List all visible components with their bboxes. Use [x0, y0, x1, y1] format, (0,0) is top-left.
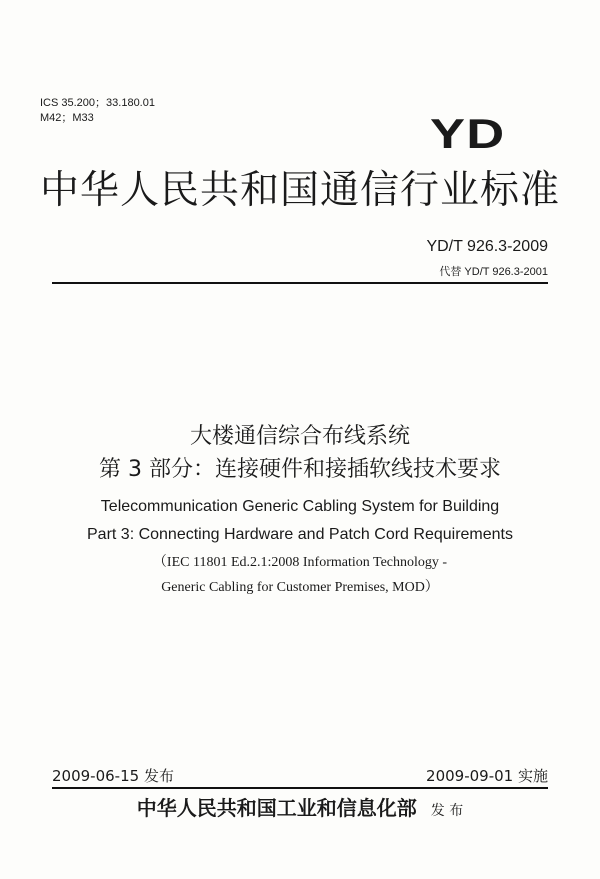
ccs-code: M42；M33 — [40, 112, 94, 124]
ics-code: ICS 35.200；33.180.01 — [40, 97, 155, 109]
top-divider — [52, 282, 548, 284]
iec-ref-line1: （IEC 11801 Ed.2.1:2008 Information Technology - — [152, 555, 448, 570]
standard-code: YD/T 926.3-2009 — [426, 238, 548, 255]
publisher-line — [0, 792, 600, 821]
cn-title-line2: 第 3 部分：连接硬件和接插软线技术要求 — [99, 457, 501, 482]
iec-ref-line2: Generic Cabling for Customer Premises, MOD） — [161, 580, 439, 595]
classification-codes — [40, 96, 155, 126]
en-title-line2: Part 3: Connecting Hardware and Patch Cord Requirements — [87, 526, 513, 543]
effective-date: 2009-09-01 实施 — [426, 767, 548, 785]
yd-logo: YD — [430, 110, 506, 157]
en-title-line1: Telecommunication Generic Cabling System for Building — [100, 498, 500, 515]
replaces-code: 代替 YD/T 926.3-2001 — [439, 266, 548, 278]
bottom-divider — [52, 787, 548, 789]
publish-word: 发 布 — [430, 803, 464, 819]
standard-title: 中华人民共和国通信行业标准 — [39, 168, 560, 213]
issue-date: 2009-06-15 发布 — [52, 767, 174, 785]
cn-title-line1: 大楼通信综合布线系统 — [189, 424, 410, 449]
publisher: 中华人民共和国工业和信息化部 — [136, 796, 417, 820]
